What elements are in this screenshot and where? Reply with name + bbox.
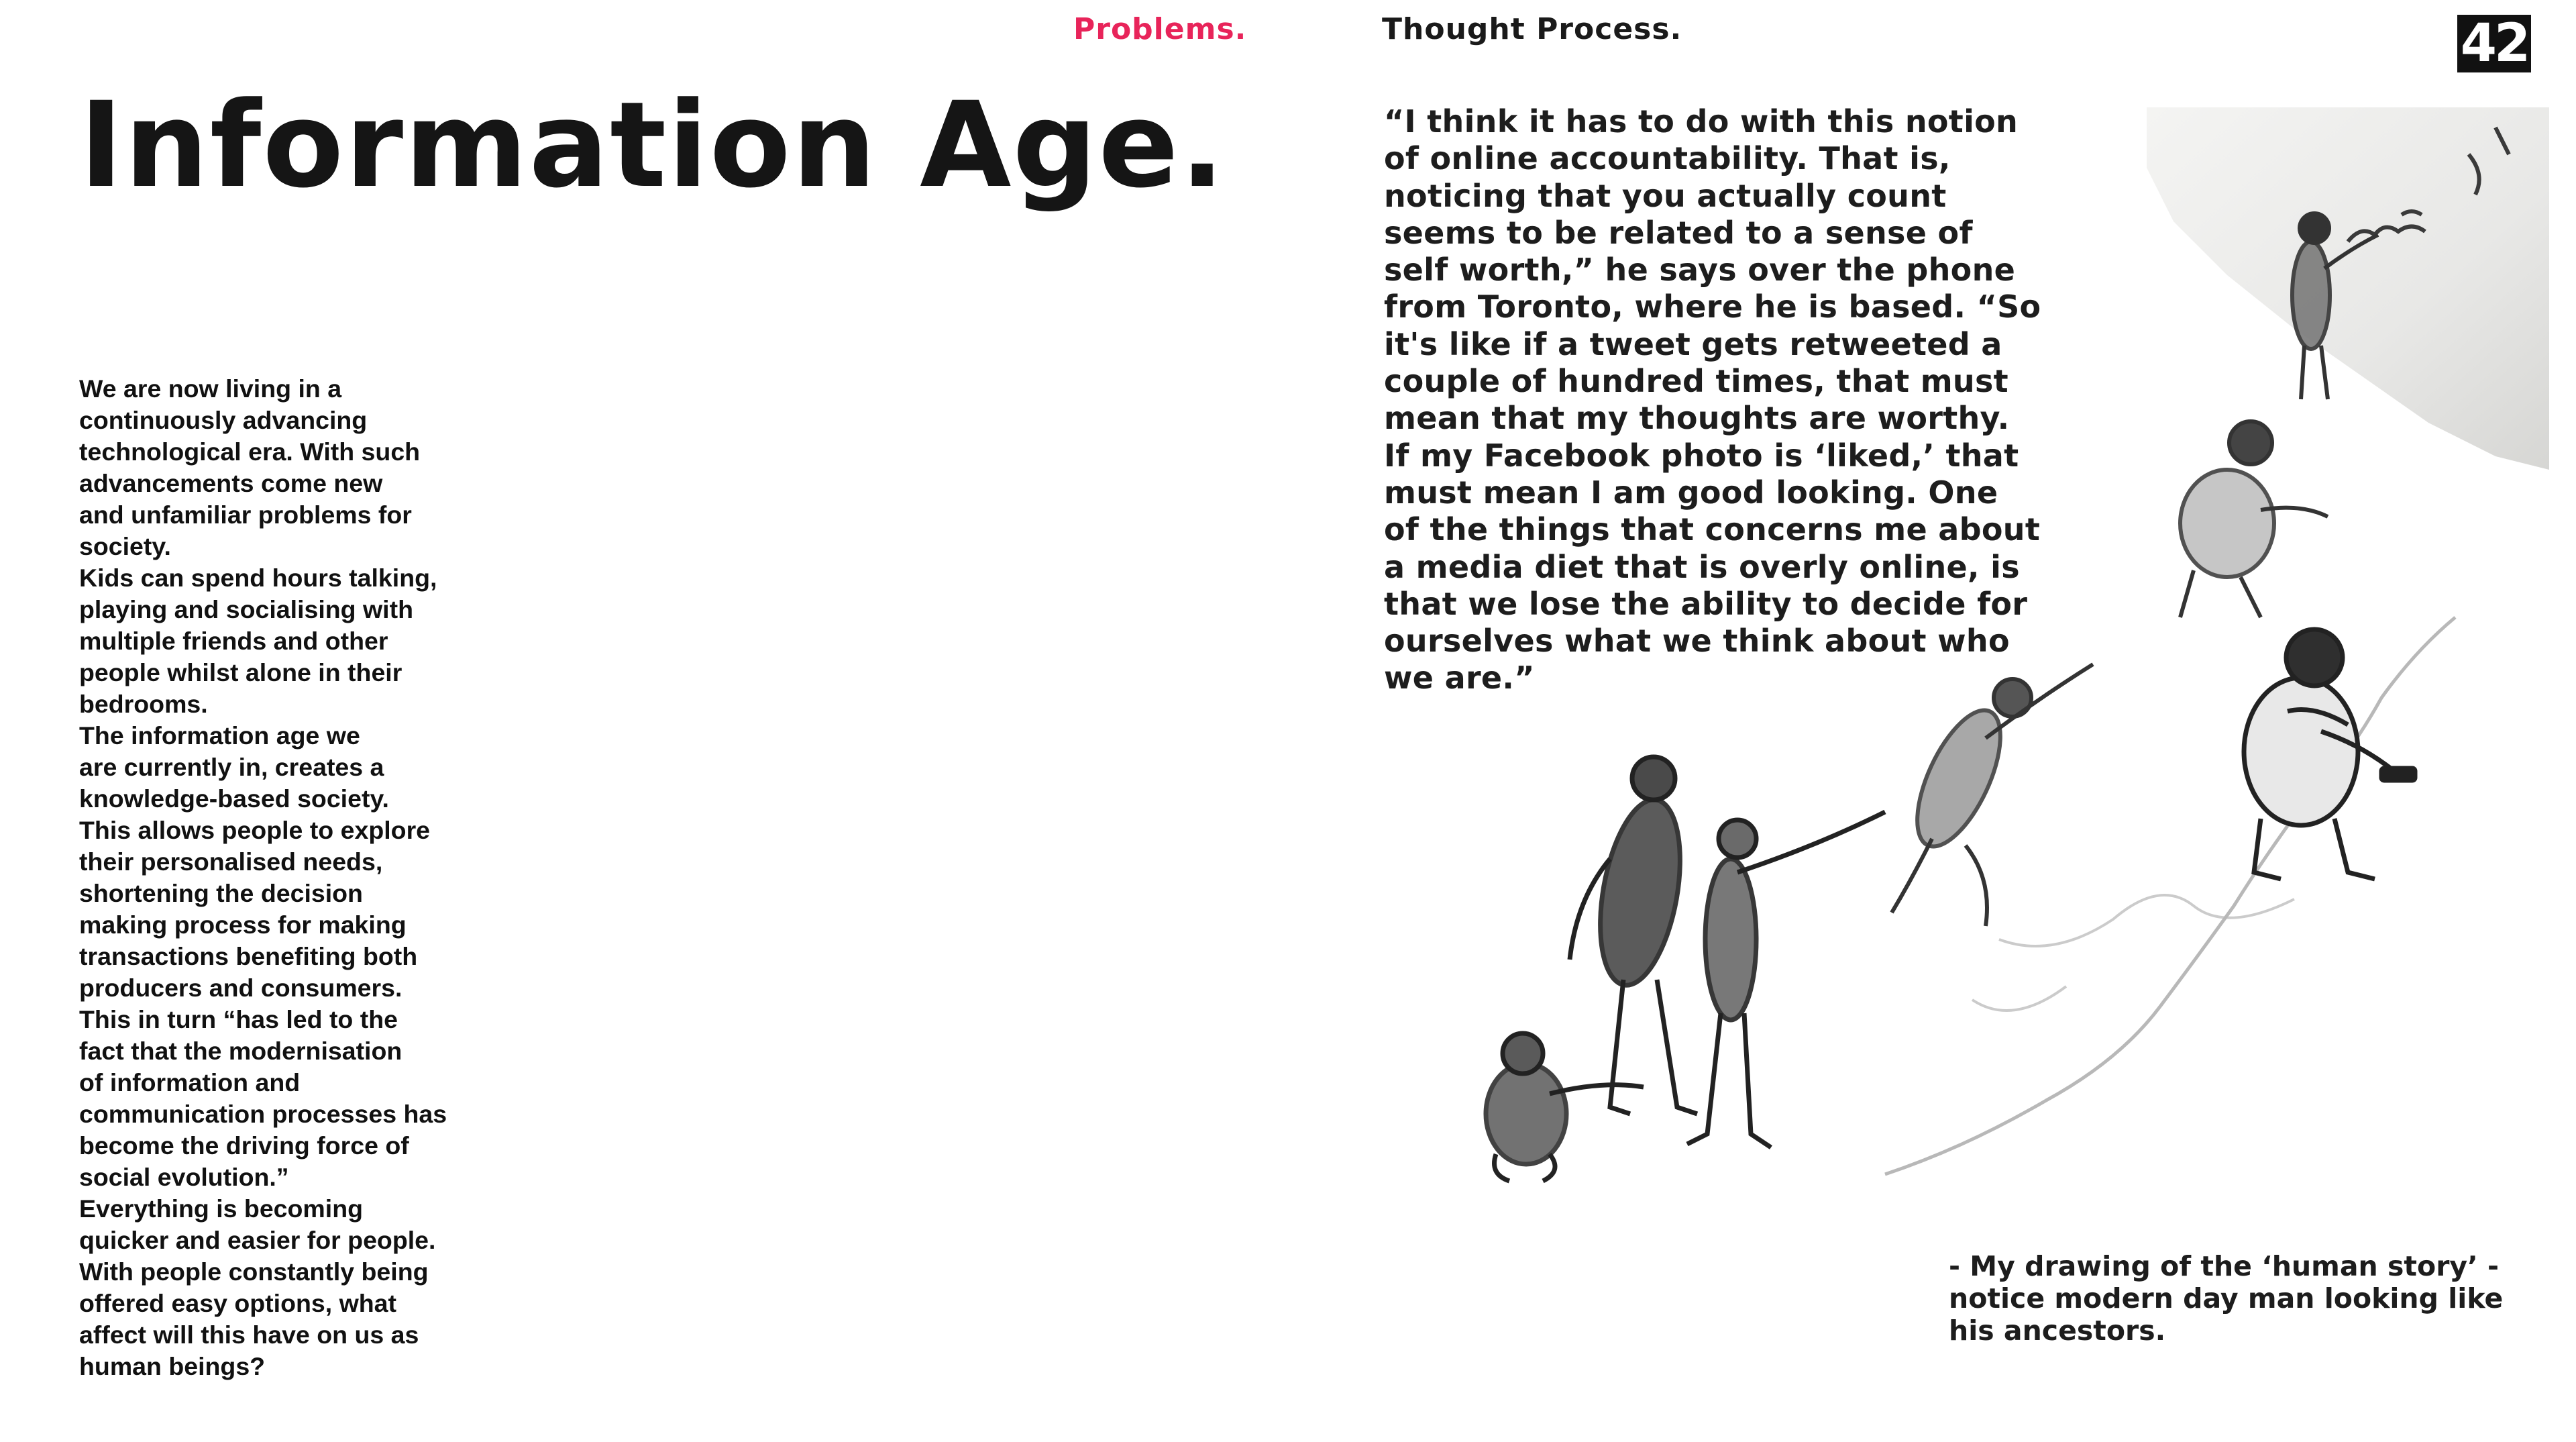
- quote-block: [1384, 103, 2061, 697]
- body-line: quicker and easier for people.: [79, 1226, 436, 1254]
- page-title: Information Age.: [79, 76, 1226, 214]
- figure-reaching-human: [1892, 664, 2093, 926]
- body-line: fact that the modernisation: [79, 1037, 402, 1065]
- body-line: making process for making: [79, 911, 407, 939]
- body-line: people whilst alone in their: [79, 658, 402, 686]
- quote-line: a media diet that is overly online, is: [1384, 548, 2020, 585]
- body-line: become the driving force of: [79, 1131, 409, 1160]
- body-line: their personalised needs,: [79, 847, 383, 876]
- body-line: are currently in, creates a: [79, 753, 384, 781]
- body-line: shortening the decision: [79, 879, 363, 907]
- body-line: This in turn “has led to the: [79, 1005, 398, 1033]
- body-line: social evolution.”: [79, 1163, 289, 1191]
- quote-line: seems to be related to a sense of: [1384, 214, 1973, 251]
- body-line: Everything is becoming: [79, 1194, 364, 1223]
- figure-modern-man-with-phone: [2244, 629, 2415, 879]
- quote-line: self worth,” he says over the phone: [1384, 252, 2016, 289]
- body-text: [79, 373, 468, 1382]
- quote-line: mean that my thoughts are worthy.: [1384, 400, 2010, 437]
- quote-line: we are.”: [1384, 660, 1535, 697]
- quote-line: of the things that concerns me about: [1384, 511, 2041, 548]
- quote-line: must mean I am good looking. One: [1384, 474, 1998, 511]
- body-line: human beings?: [79, 1352, 266, 1380]
- quote-line: that we lose the ability to decide for: [1384, 585, 2028, 622]
- body-line: This allows people to explore: [79, 816, 431, 844]
- body-line: society.: [79, 532, 171, 560]
- sketch-shading: [1972, 895, 2294, 1011]
- body-line: and unfamiliar problems for: [79, 501, 412, 529]
- body-line: playing and socialising with: [79, 595, 413, 623]
- body-line: We are now living in a: [79, 374, 342, 403]
- caption-line: - My drawing of the ‘human story’ -: [1949, 1250, 2499, 1282]
- body-line: of information and: [79, 1068, 301, 1096]
- body-line: advancements come new: [79, 469, 383, 497]
- body-line: bedrooms.: [79, 690, 208, 718]
- caption-line: notice modern day man looking like: [1949, 1282, 2504, 1315]
- quote-line: “I think it has to do with this notion: [1384, 103, 2019, 140]
- quote-line: If my Facebook photo is ‘liked,’ that: [1384, 437, 2019, 474]
- figure-crouched-caveman: [2180, 421, 2328, 617]
- body-line: technological era. With such: [79, 437, 421, 466]
- body-line: communication processes has: [79, 1100, 447, 1128]
- body-line: multiple friends and other: [79, 627, 388, 655]
- quote-line: of online accountability. That is,: [1384, 140, 1951, 177]
- illustration-caption: [1949, 1250, 2539, 1347]
- section-label-problems: Problems.: [1073, 12, 1247, 46]
- quote-line: it's like if a tweet gets retweeted a: [1384, 325, 2002, 362]
- quote-line: from Toronto, where he is based. “So: [1384, 289, 2041, 325]
- body-line: With people constantly being: [79, 1257, 429, 1286]
- cave-wall-sketch: [2147, 107, 2549, 470]
- body-line: The information age we: [79, 721, 360, 750]
- body-line: Kids can spend hours talking,: [79, 564, 437, 592]
- body-line: transactions benefiting both: [79, 942, 418, 970]
- quote-line: noticing that you actually count: [1384, 177, 1947, 214]
- body-line: knowledge-based society.: [79, 784, 389, 813]
- page-number: 42: [2457, 15, 2531, 72]
- figure-pointing-hominid: [1687, 812, 1885, 1147]
- section-label-thought-process: Thought Process.: [1382, 12, 1682, 46]
- body-line: continuously advancing: [79, 406, 368, 434]
- body-line: producers and consumers.: [79, 974, 402, 1002]
- quote-line: couple of hundred times, that must: [1384, 363, 2008, 400]
- figure-walking-ape: [1570, 757, 1697, 1114]
- body-line: offered easy options, what: [79, 1289, 396, 1317]
- quote-line: ourselves what we think about who: [1384, 623, 2010, 660]
- caption-line: his ancestors.: [1949, 1315, 2166, 1347]
- body-line: affect will this have on us as: [79, 1321, 419, 1349]
- figure-crouched-ape: [1486, 1033, 1644, 1181]
